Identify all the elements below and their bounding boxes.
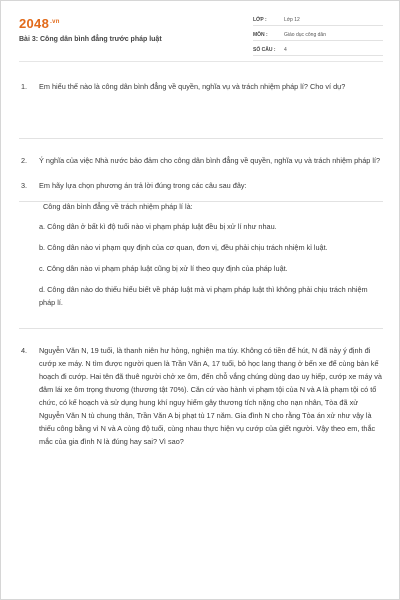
- header-divider: [19, 61, 383, 62]
- meta-label: MÔN :: [253, 32, 268, 38]
- question-stem: Công dân bình đẳng về trách nhiệm pháp lí là:: [43, 202, 193, 211]
- question-divider: [19, 328, 383, 329]
- question-divider: [19, 138, 383, 139]
- answer-option-c[interactable]: c. Công dân nào vi phạm pháp luật cũng bị xử lí theo quy định của pháp luật.: [39, 264, 288, 273]
- question-number: 1.: [21, 82, 28, 91]
- meta-value: Lớp 12: [284, 17, 300, 23]
- question-intro: Em hãy lựa chọn phương án trả lời đúng trong các câu sau đây:: [39, 181, 247, 190]
- logo-main: 2048: [19, 16, 50, 31]
- meta-value: 4: [284, 47, 287, 53]
- answer-option-d[interactable]: d. Công dân nào do thiếu hiểu biết về pháp luật mà vi phạm pháp luật thì không phải chịu trách nhiệm pháp lí.: [39, 285, 368, 307]
- worksheet-header: [1, 1, 400, 63]
- meta-table: [253, 11, 383, 56]
- question-number: 4.: [21, 346, 28, 355]
- site-logo[interactable]: [19, 16, 60, 31]
- question-3: [21, 179, 383, 317]
- meta-row-question-count: [253, 41, 383, 56]
- answer-option-b[interactable]: b. Công dân nào vi phạm quy định của cơ quan, đơn vị, đều phải chịu trách nhiệm kỉ luật.: [39, 243, 328, 252]
- question-text: Em hiểu thế nào là công dân bình đẳng về quyền, nghĩa vụ và trách nhiệm pháp lí? Cho ví dụ?: [39, 82, 346, 91]
- question-number: 2.: [21, 156, 28, 165]
- question-4: [21, 344, 383, 448]
- question-2: [21, 154, 383, 167]
- question-text: Ý nghĩa của việc Nhà nước bảo đảm cho công dân bình đẳng về quyền, nghĩa vụ và trách nhiệm pháp lí?: [39, 156, 381, 165]
- meta-value: Giáo dục công dân: [284, 32, 326, 38]
- meta-label: SỐ CÂU :: [253, 47, 276, 53]
- meta-row-class: [253, 11, 383, 26]
- question-number: 3.: [21, 181, 28, 190]
- logo-suffix: .vn: [50, 18, 60, 25]
- answer-option-a[interactable]: a. Công dân ở bất kì độ tuổi nào vi phạm pháp luật đều bị xử lí như nhau.: [39, 222, 277, 231]
- meta-label: LỚP :: [253, 17, 267, 23]
- question-text: Nguyễn Văn N, 19 tuổi, là thanh niên hư hỏng, nghiện ma túy. Không có tiền để hút, N đã nảy ý định đi cướp xe máy. N tìm được người quen là Trần Văn A, 17 tuổi, bỏ học lang thang ở bến xe để cùng bàn kế hoạch đi cướp. Hai tên đã thuê người chở xe ôm, đến chỗ vắng chúng dùng dao uy hiếp, cướp xe máy và đâm lái xe ôm trọng thương (thương tật 70%). Căn cứ vào hành vi phạm tội của N và A là phạm tội có tổ chức, có kế hoạch và sử dụng hung khí nguy hiểm gây thương tích nặng cho nạn nhân, Tòa đã xử Nguyễn Văn N tù chung thân, Trần Văn A bị phạt tù 17 năm. Gia đình N cho rằng Tòa án xử như vậy là thiếu công bằng vì N và A cùng độ tuổi, cùng nhau thực hiện vụ cướp của giết người. Vậy theo em, thắc mắc của gia đình N là đúng hay sai? Vì sao?: [39, 346, 382, 446]
- meta-row-subject: [253, 26, 383, 41]
- question-body: [39, 179, 383, 309]
- question-1: [21, 80, 383, 93]
- lesson-title: Bài 3: Công dân bình đẳng trước pháp luật: [19, 36, 162, 43]
